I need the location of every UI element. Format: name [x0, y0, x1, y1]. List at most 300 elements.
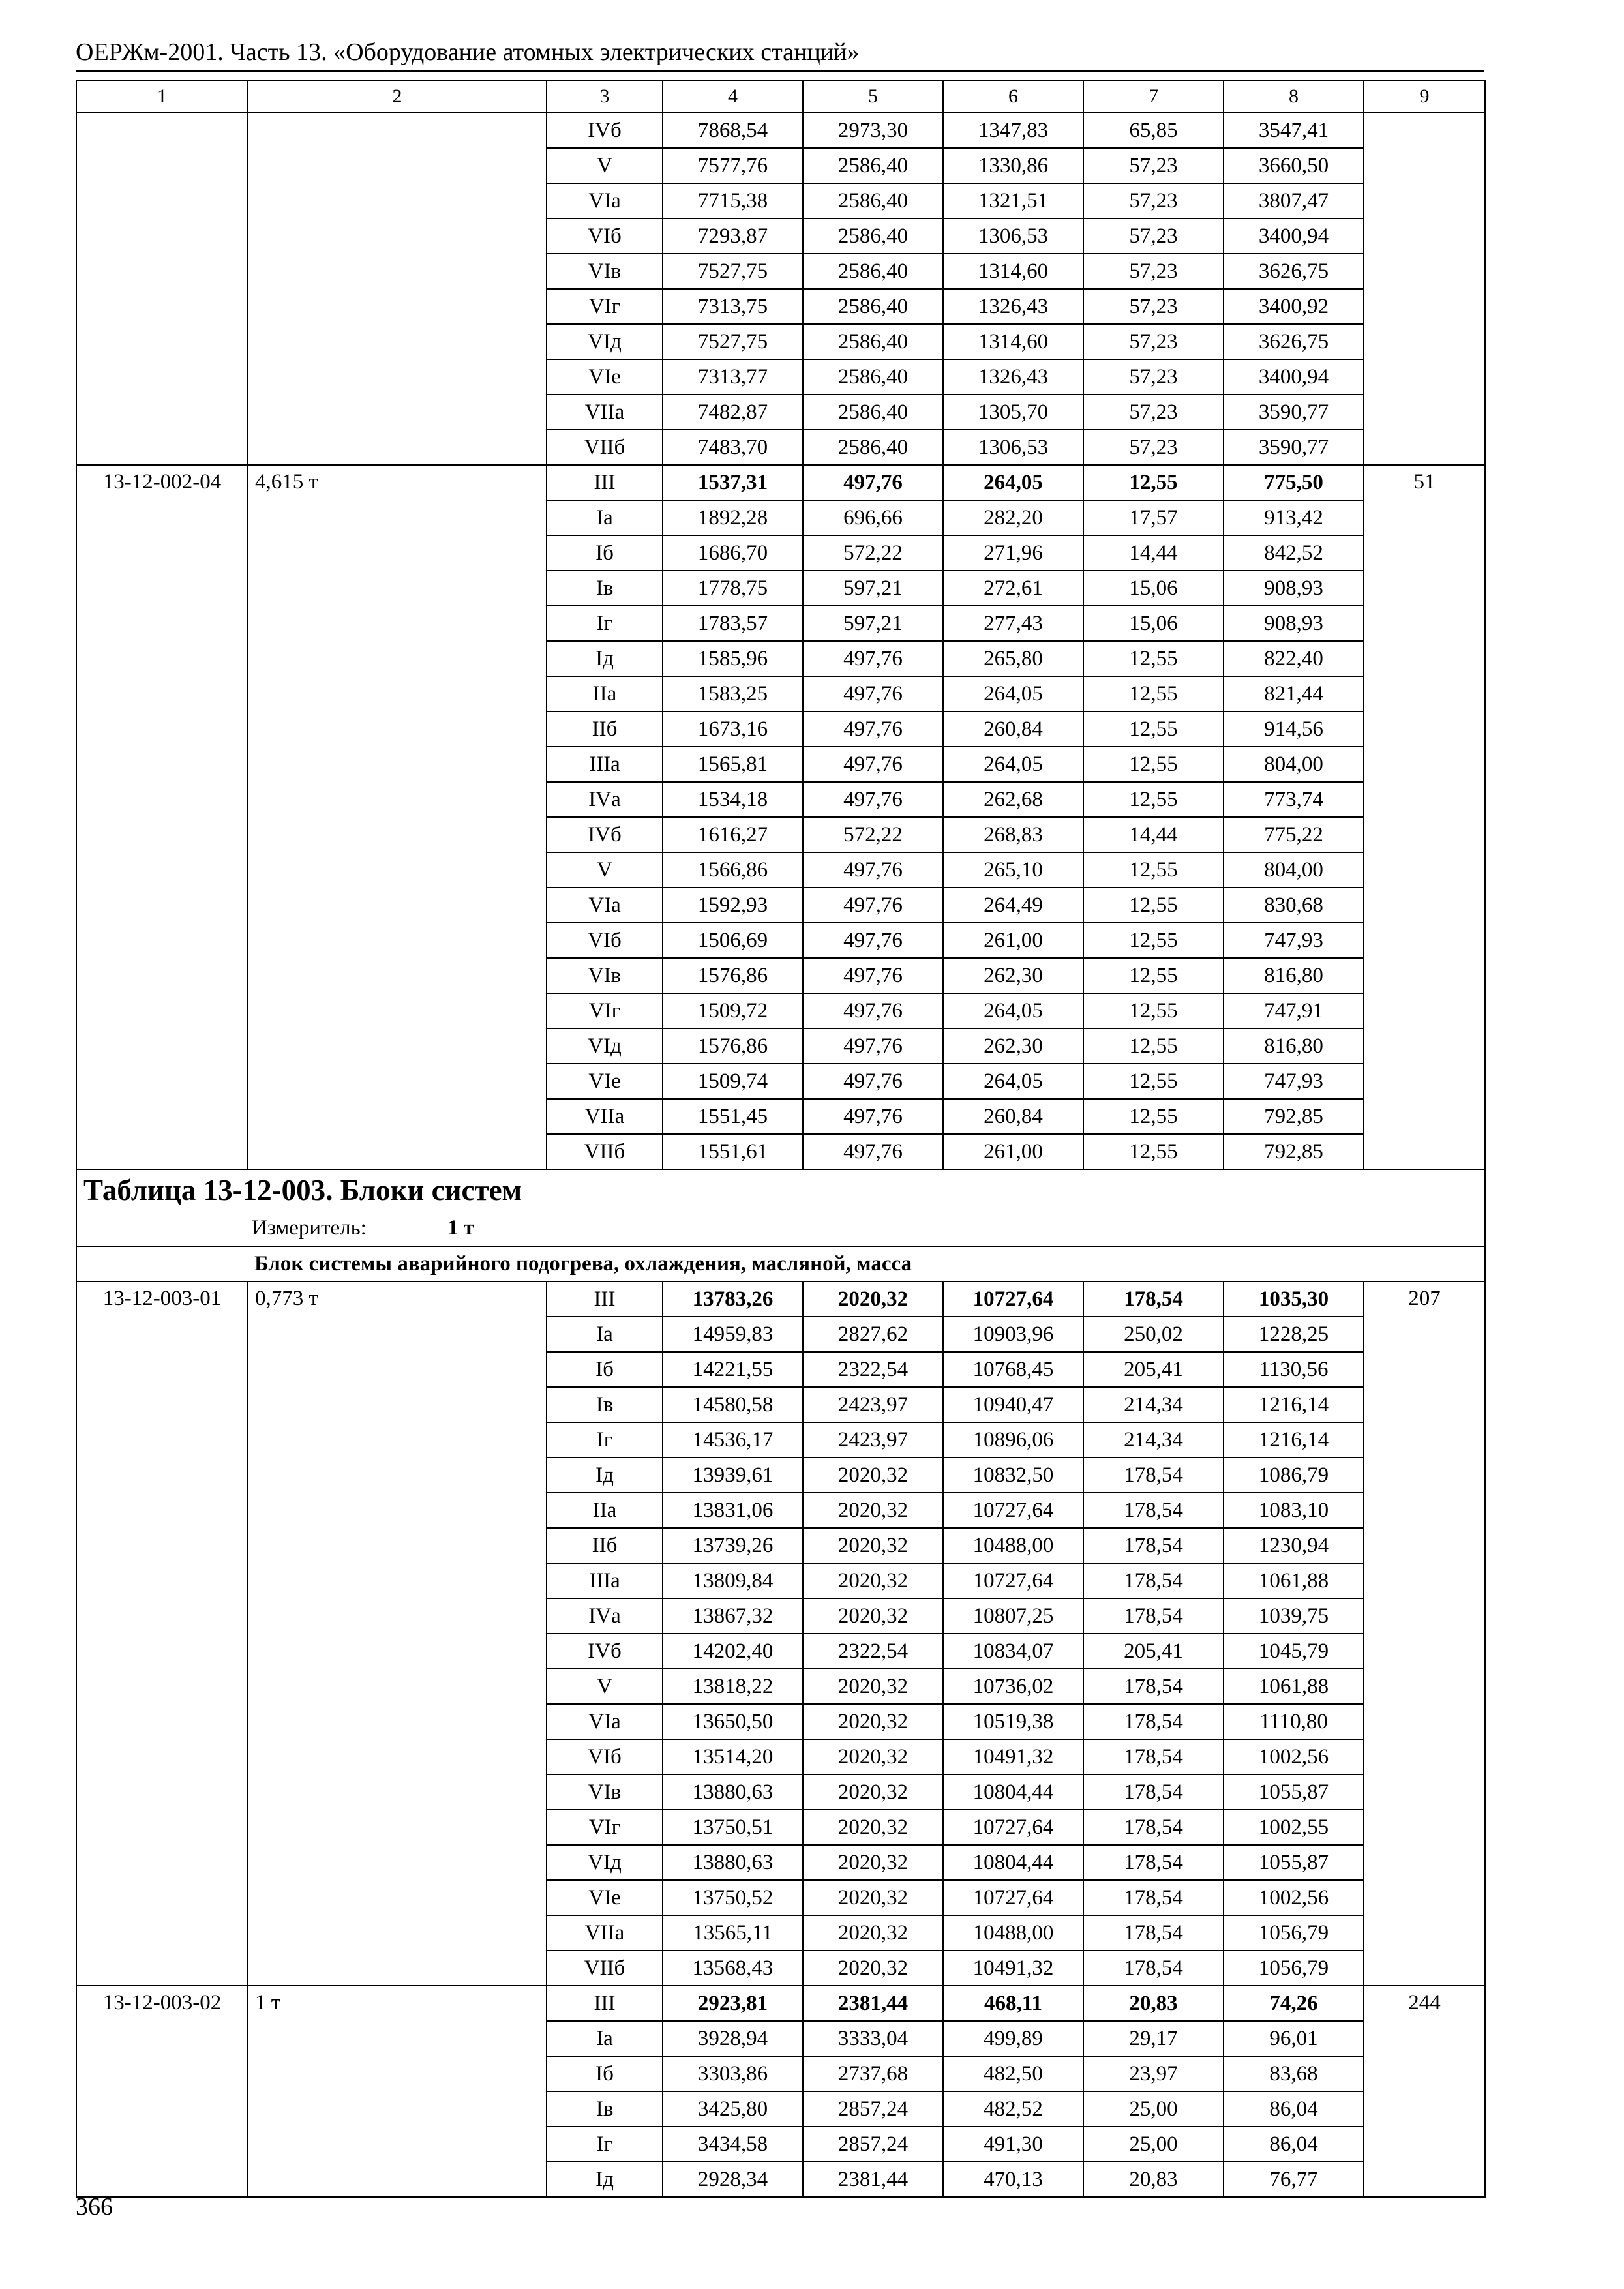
zone-cell: VIв: [547, 254, 663, 289]
subheading-cell: [76, 1246, 1485, 1281]
value-cell: 15,06: [1083, 606, 1224, 641]
value-cell: 3626,75: [1224, 324, 1364, 359]
header-rule: [76, 70, 1484, 72]
value-cell: 178,54: [1083, 1528, 1224, 1563]
value-cell: 2737,68: [803, 2056, 943, 2091]
value-cell: 12,55: [1083, 711, 1224, 747]
value-cell: 1347,83: [943, 113, 1083, 148]
value-cell: 57,23: [1083, 183, 1224, 218]
value-cell: 1565,81: [663, 747, 803, 782]
value-cell: 12,55: [1083, 641, 1224, 676]
value-cell: 497,76: [803, 1028, 943, 1064]
value-cell: 264,49: [943, 888, 1083, 923]
page-header: ОЕРЖм-2001. Часть 13. «Оборудование атомных электрических станций»: [76, 38, 860, 66]
table-title-row: [76, 1169, 1485, 1210]
value-cell: 572,22: [803, 817, 943, 852]
table-row: [76, 1281, 1485, 1317]
price-table: [76, 80, 1486, 2198]
value-cell: 2020,32: [803, 1915, 943, 1951]
value-cell: 497,76: [803, 1099, 943, 1134]
value-cell: 10736,02: [943, 1669, 1083, 1704]
value-cell: 29,17: [1083, 2021, 1224, 2056]
value-cell: 2020,32: [803, 1810, 943, 1845]
zone-cell: VIа: [547, 1704, 663, 1739]
value-cell: 2857,24: [803, 2091, 943, 2127]
value-cell: 76,77: [1224, 2162, 1364, 2197]
value-cell: 271,96: [943, 535, 1083, 571]
value-cell: 2020,32: [803, 1739, 943, 1774]
value-cell: 262,30: [943, 958, 1083, 993]
value-cell: 2586,40: [803, 254, 943, 289]
value-cell: 2857,24: [803, 2127, 943, 2162]
value-cell: 1230,94: [1224, 1528, 1364, 1563]
zone-cell: Iд: [547, 2162, 663, 2197]
zone-cell: Iд: [547, 641, 663, 676]
value-cell: 1892,28: [663, 500, 803, 535]
value-cell: 13831,06: [663, 1493, 803, 1528]
value-cell: 57,23: [1083, 218, 1224, 254]
zone-cell: IVб: [547, 1634, 663, 1669]
zone-cell: IIа: [547, 1493, 663, 1528]
column-number: 8: [1224, 80, 1364, 113]
zone-cell: V: [547, 148, 663, 183]
measurer-cell: [76, 1210, 1485, 1246]
value-cell: 3333,04: [803, 2021, 943, 2056]
value-cell: 10834,07: [943, 1634, 1083, 1669]
zone-cell: VIIа: [547, 395, 663, 430]
value-cell: 14536,17: [663, 1422, 803, 1458]
zone-cell: III: [547, 465, 663, 500]
value-cell: 7868,54: [663, 113, 803, 148]
zone-cell: VIе: [547, 1880, 663, 1915]
value-cell: 13514,20: [663, 1739, 803, 1774]
value-cell: 23,97: [1083, 2056, 1224, 2091]
zone-cell: IIб: [547, 1528, 663, 1563]
value-cell: 1537,31: [663, 465, 803, 500]
value-cell: 86,04: [1224, 2091, 1364, 2127]
value-cell: 12,55: [1083, 1134, 1224, 1169]
measurer-label: Измеритель:: [252, 1216, 367, 1240]
value-cell: 497,76: [803, 676, 943, 711]
value-cell: 178,54: [1083, 1669, 1224, 1704]
zone-cell: VIг: [547, 289, 663, 324]
value-cell: 3425,80: [663, 2091, 803, 2127]
value-cell: 497,76: [803, 1134, 943, 1169]
value-cell: 2586,40: [803, 183, 943, 218]
zone-cell: VIб: [547, 923, 663, 958]
value-cell: 12,55: [1083, 923, 1224, 958]
value-cell: 2586,40: [803, 218, 943, 254]
zone-cell: VIб: [547, 218, 663, 254]
value-cell: 178,54: [1083, 1493, 1224, 1528]
value-cell: 15,06: [1083, 571, 1224, 606]
value-cell: 7483,70: [663, 430, 803, 465]
value-cell: 2020,32: [803, 1845, 943, 1880]
value-cell: 1045,79: [1224, 1634, 1364, 1669]
value-cell: 491,30: [943, 2127, 1083, 2162]
value-cell: 13565,11: [663, 1915, 803, 1951]
value-cell: 277,43: [943, 606, 1083, 641]
value-cell: 2586,40: [803, 395, 943, 430]
value-cell: 497,76: [803, 711, 943, 747]
value-cell: 1314,60: [943, 324, 1083, 359]
value-cell: 268,83: [943, 817, 1083, 852]
value-cell: 1583,25: [663, 676, 803, 711]
value-cell: 1551,45: [663, 1099, 803, 1134]
page-number: 366: [76, 2193, 113, 2221]
value-cell: 816,80: [1224, 1028, 1364, 1064]
column-number: 3: [547, 80, 663, 113]
value-cell: 13880,63: [663, 1774, 803, 1810]
value-cell: 597,21: [803, 571, 943, 606]
value-cell: 1130,56: [1224, 1352, 1364, 1387]
column-number: 9: [1364, 80, 1485, 113]
value-cell: 20,83: [1083, 2162, 1224, 2197]
value-cell: 2020,32: [803, 1281, 943, 1317]
value-cell: 12,55: [1083, 1064, 1224, 1099]
position-code: 13-12-002-04: [76, 465, 248, 1169]
value-cell: 2923,81: [663, 1986, 803, 2021]
value-cell: 10804,44: [943, 1774, 1083, 1810]
value-cell: 1326,43: [943, 359, 1083, 395]
zone-cell: Iб: [547, 1352, 663, 1387]
value-cell: 2381,44: [803, 2162, 943, 2197]
value-cell: 10491,32: [943, 1951, 1083, 1986]
value-cell: 7715,38: [663, 183, 803, 218]
value-cell: 57,23: [1083, 430, 1224, 465]
value-cell: 86,04: [1224, 2127, 1364, 2162]
value-cell: 1585,96: [663, 641, 803, 676]
value-cell: 482,52: [943, 2091, 1083, 2127]
zone-cell: Iг: [547, 606, 663, 641]
value-cell: 205,41: [1083, 1352, 1224, 1387]
zone-cell: IVа: [547, 1598, 663, 1634]
value-cell: 260,84: [943, 711, 1083, 747]
value-cell: 2020,32: [803, 1951, 943, 1986]
value-cell: 13568,43: [663, 1951, 803, 1986]
zone-cell: Iв: [547, 571, 663, 606]
value-cell: 265,80: [943, 641, 1083, 676]
column-number: 5: [803, 80, 943, 113]
zone-cell: VIIа: [547, 1099, 663, 1134]
value-cell: 10804,44: [943, 1845, 1083, 1880]
value-cell: 10768,45: [943, 1352, 1083, 1387]
value-cell: 497,76: [803, 641, 943, 676]
value-cell: 13739,26: [663, 1528, 803, 1563]
value-cell: 1305,70: [943, 395, 1083, 430]
zone-cell: IIа: [547, 676, 663, 711]
value-cell: 497,76: [803, 747, 943, 782]
zone-cell: Iг: [547, 1422, 663, 1458]
zone-cell: IVа: [547, 782, 663, 817]
value-cell: 2020,32: [803, 1669, 943, 1704]
value-cell: 65,85: [1083, 113, 1224, 148]
zone-cell: V: [547, 1669, 663, 1704]
value-cell: 12,55: [1083, 888, 1224, 923]
position-mass: 1 т: [248, 1986, 547, 2197]
value-cell: 7527,75: [663, 324, 803, 359]
zone-cell: VIIб: [547, 430, 663, 465]
value-cell: 12,55: [1083, 782, 1224, 817]
value-cell: 25,00: [1083, 2127, 1224, 2162]
value-cell: 2423,97: [803, 1422, 943, 1458]
zone-cell: Iв: [547, 2091, 663, 2127]
zone-cell: VIг: [547, 993, 663, 1028]
value-cell: 1306,53: [943, 430, 1083, 465]
value-cell: 10807,25: [943, 1598, 1083, 1634]
zone-cell: IIIа: [547, 747, 663, 782]
value-cell: 497,76: [803, 465, 943, 500]
value-cell: 2586,40: [803, 324, 943, 359]
zone-cell: VIд: [547, 1028, 663, 1064]
value-cell: 2020,32: [803, 1704, 943, 1739]
zone-cell: VIе: [547, 359, 663, 395]
zone-cell: Iа: [547, 500, 663, 535]
value-cell: 10727,64: [943, 1810, 1083, 1845]
value-cell: 1330,86: [943, 148, 1083, 183]
value-cell: 178,54: [1083, 1774, 1224, 1810]
value-cell: 1035,30: [1224, 1281, 1364, 1317]
value-cell: 214,34: [1083, 1387, 1224, 1422]
value-cell: 1306,53: [943, 218, 1083, 254]
value-cell: 12,55: [1083, 676, 1224, 711]
value-cell: 13750,51: [663, 1810, 803, 1845]
zone-cell: VIа: [547, 888, 663, 923]
value-cell: 482,50: [943, 2056, 1083, 2091]
value-cell: 913,42: [1224, 500, 1364, 535]
value-cell: 597,21: [803, 606, 943, 641]
zone-cell: VIIб: [547, 1951, 663, 1986]
value-cell: 12,55: [1083, 958, 1224, 993]
value-cell: 262,30: [943, 1028, 1083, 1064]
value-cell: 792,85: [1224, 1134, 1364, 1169]
value-cell: 264,05: [943, 465, 1083, 500]
value-cell: 178,54: [1083, 1810, 1224, 1845]
value-cell: 1061,88: [1224, 1563, 1364, 1598]
value-cell: 1055,87: [1224, 1774, 1364, 1810]
value-cell: 830,68: [1224, 888, 1364, 923]
column-number: 4: [663, 80, 803, 113]
value-cell: 57,23: [1083, 289, 1224, 324]
value-cell: 747,91: [1224, 993, 1364, 1028]
table-title: Таблица 13-12-003. Блоки систем: [76, 1169, 1485, 1210]
value-cell: 264,05: [943, 1064, 1083, 1099]
position-mass: 0,773 т: [248, 1281, 547, 1986]
resource-ref: 51: [1364, 465, 1485, 1169]
value-cell: 3660,50: [1224, 148, 1364, 183]
value-cell: 265,10: [943, 852, 1083, 888]
value-cell: 261,00: [943, 1134, 1083, 1169]
value-cell: 264,05: [943, 993, 1083, 1028]
table-row: [76, 113, 1485, 148]
value-cell: 747,93: [1224, 1064, 1364, 1099]
value-cell: 1056,79: [1224, 1951, 1364, 1986]
value-cell: 10519,38: [943, 1704, 1083, 1739]
empty-cell: [1364, 113, 1485, 465]
zone-cell: Iа: [547, 2021, 663, 2056]
value-cell: 2020,32: [803, 1528, 943, 1563]
value-cell: 57,23: [1083, 254, 1224, 289]
value-cell: 14959,83: [663, 1317, 803, 1352]
value-cell: 773,74: [1224, 782, 1364, 817]
value-cell: 1321,51: [943, 183, 1083, 218]
value-cell: 3928,94: [663, 2021, 803, 2056]
value-cell: 14580,58: [663, 1387, 803, 1422]
value-cell: 10903,96: [943, 1317, 1083, 1352]
column-number: 2: [248, 80, 547, 113]
value-cell: 25,00: [1083, 2091, 1224, 2127]
value-cell: 2020,32: [803, 1493, 943, 1528]
zone-cell: Iд: [547, 1458, 663, 1493]
value-cell: 10727,64: [943, 1281, 1083, 1317]
value-cell: 178,54: [1083, 1951, 1224, 1986]
column-number: 7: [1083, 80, 1224, 113]
zone-cell: VIIа: [547, 1915, 663, 1951]
value-cell: 1002,56: [1224, 1880, 1364, 1915]
resource-ref: 244: [1364, 1986, 1485, 2197]
value-cell: 2322,54: [803, 1352, 943, 1387]
value-cell: 2586,40: [803, 289, 943, 324]
table-row: [76, 1986, 1485, 2021]
value-cell: 3400,94: [1224, 359, 1364, 395]
value-cell: 1086,79: [1224, 1458, 1364, 1493]
value-cell: 3547,41: [1224, 113, 1364, 148]
value-cell: 13818,22: [663, 1669, 803, 1704]
value-cell: 822,40: [1224, 641, 1364, 676]
value-cell: 2020,32: [803, 1774, 943, 1810]
value-cell: 2020,32: [803, 1598, 943, 1634]
value-cell: 1778,75: [663, 571, 803, 606]
table-row: [76, 465, 1485, 500]
value-cell: 2586,40: [803, 148, 943, 183]
value-cell: 74,26: [1224, 1986, 1364, 2021]
value-cell: 1576,86: [663, 1028, 803, 1064]
value-cell: 57,23: [1083, 324, 1224, 359]
value-cell: 10488,00: [943, 1528, 1083, 1563]
position-code: 13-12-003-01: [76, 1281, 248, 1986]
value-cell: 804,00: [1224, 852, 1364, 888]
value-cell: 497,76: [803, 782, 943, 817]
value-cell: 178,54: [1083, 1458, 1224, 1493]
value-cell: 908,93: [1224, 571, 1364, 606]
value-cell: 12,55: [1083, 852, 1224, 888]
measurer-value: 1 т: [447, 1216, 474, 1240]
value-cell: 2020,32: [803, 1880, 943, 1915]
measurer-row: [76, 1210, 1485, 1246]
value-cell: 13939,61: [663, 1458, 803, 1493]
value-cell: 3590,77: [1224, 395, 1364, 430]
zone-cell: VIв: [547, 1774, 663, 1810]
value-cell: 696,66: [803, 500, 943, 535]
zone-cell: Iа: [547, 1317, 663, 1352]
value-cell: 14221,55: [663, 1352, 803, 1387]
value-cell: 914,56: [1224, 711, 1364, 747]
value-cell: 1039,75: [1224, 1598, 1364, 1634]
value-cell: 842,52: [1224, 535, 1364, 571]
column-number: 1: [76, 80, 248, 113]
zone-cell: Iв: [547, 1387, 663, 1422]
value-cell: 178,54: [1083, 1845, 1224, 1880]
value-cell: 3303,86: [663, 2056, 803, 2091]
value-cell: 12,55: [1083, 747, 1224, 782]
value-cell: 13809,84: [663, 1563, 803, 1598]
value-cell: 83,68: [1224, 2056, 1364, 2091]
value-cell: 792,85: [1224, 1099, 1364, 1134]
value-cell: 282,20: [943, 500, 1083, 535]
value-cell: 1566,86: [663, 852, 803, 888]
subheading-row: [76, 1246, 1485, 1281]
zone-cell: IIIа: [547, 1563, 663, 1598]
value-cell: 7293,87: [663, 218, 803, 254]
value-cell: 96,01: [1224, 2021, 1364, 2056]
value-cell: 10896,06: [943, 1422, 1083, 1458]
zone-cell: VIIб: [547, 1134, 663, 1169]
zone-cell: VIг: [547, 1810, 663, 1845]
value-cell: 2020,32: [803, 1458, 943, 1493]
position-mass: 4,615 т: [248, 465, 547, 1169]
zone-cell: Iб: [547, 535, 663, 571]
zone-cell: VIд: [547, 1845, 663, 1880]
value-cell: 264,05: [943, 747, 1083, 782]
value-cell: 2381,44: [803, 1986, 943, 2021]
value-cell: 1509,74: [663, 1064, 803, 1099]
value-cell: 14202,40: [663, 1634, 803, 1669]
value-cell: 214,34: [1083, 1422, 1224, 1458]
column-number: 6: [943, 80, 1083, 113]
value-cell: 3400,94: [1224, 218, 1364, 254]
value-cell: 205,41: [1083, 1634, 1224, 1669]
value-cell: 2586,40: [803, 359, 943, 395]
value-cell: 178,54: [1083, 1880, 1224, 1915]
value-cell: 497,76: [803, 958, 943, 993]
value-cell: 2827,62: [803, 1317, 943, 1352]
value-cell: 497,76: [803, 993, 943, 1028]
value-cell: 2423,97: [803, 1387, 943, 1422]
value-cell: 775,50: [1224, 465, 1364, 500]
value-cell: 497,76: [803, 852, 943, 888]
value-cell: 1616,27: [663, 817, 803, 852]
value-cell: 1002,55: [1224, 1810, 1364, 1845]
value-cell: 272,61: [943, 571, 1083, 606]
value-cell: 1506,69: [663, 923, 803, 958]
value-cell: 497,76: [803, 1064, 943, 1099]
column-number-row: [76, 80, 1485, 113]
value-cell: 7577,76: [663, 148, 803, 183]
value-cell: 3400,92: [1224, 289, 1364, 324]
value-cell: 262,68: [943, 782, 1083, 817]
value-cell: 10727,64: [943, 1880, 1083, 1915]
value-cell: 178,54: [1083, 1281, 1224, 1317]
value-cell: 7482,87: [663, 395, 803, 430]
value-cell: 1314,60: [943, 254, 1083, 289]
value-cell: 12,55: [1083, 1099, 1224, 1134]
value-cell: 10727,64: [943, 1563, 1083, 1598]
empty-cell: [248, 113, 547, 465]
value-cell: 178,54: [1083, 1915, 1224, 1951]
value-cell: 261,00: [943, 923, 1083, 958]
value-cell: 821,44: [1224, 676, 1364, 711]
value-cell: 260,84: [943, 1099, 1083, 1134]
zone-cell: IVб: [547, 817, 663, 852]
value-cell: 2322,54: [803, 1634, 943, 1669]
value-cell: 12,55: [1083, 1028, 1224, 1064]
value-cell: 178,54: [1083, 1598, 1224, 1634]
value-cell: 57,23: [1083, 148, 1224, 183]
value-cell: 1551,61: [663, 1134, 803, 1169]
value-cell: 1110,80: [1224, 1704, 1364, 1739]
value-cell: 13783,26: [663, 1281, 803, 1317]
value-cell: 10940,47: [943, 1387, 1083, 1422]
